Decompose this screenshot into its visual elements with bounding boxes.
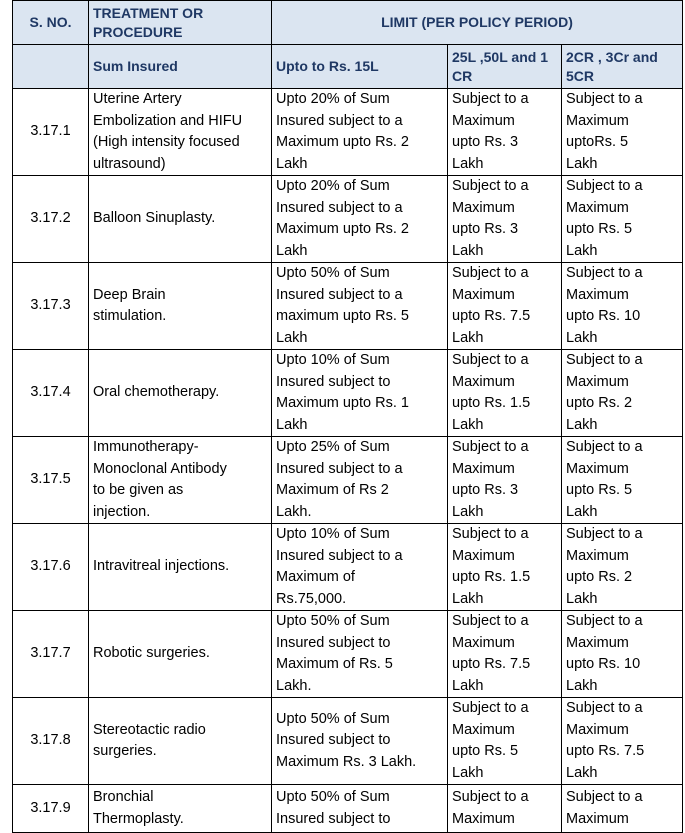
header-col-25l: 25L ,50L and 1 CR — [448, 45, 562, 89]
row-limit-25l: Subject to a Maximum upto Rs. 3 Lakh — [448, 176, 562, 263]
row-limit-2cr: Subject to a Maximum uptoRs. 5 Lakh — [562, 89, 683, 176]
row-procedure: Bronchial Thermoplasty. — [89, 785, 272, 833]
row-limit-25l: Subject to a Maximum upto Rs. 1.5 Lakh — [448, 350, 562, 437]
table-row — [13, 263, 683, 350]
row-limit-25l: Subject to a Maximum upto Rs. 5 Lakh — [448, 698, 562, 785]
table-row — [13, 698, 683, 785]
row-sno: 3.17.5 — [13, 437, 89, 524]
row-limit-25l: Subject to a Maximum — [448, 785, 562, 833]
row-limit-15l: Upto 50% of Sum Insured subject to Maximum Rs. 3 Lakh. — [272, 698, 448, 785]
row-sno: 3.17.8 — [13, 698, 89, 785]
row-procedure: Deep Brain stimulation. — [89, 263, 272, 350]
header-blank — [13, 45, 89, 89]
row-limit-15l: Upto 25% of Sum Insured subject to a Maximum of Rs 2 Lakh. — [272, 437, 448, 524]
row-sno: 3.17.1 — [13, 89, 89, 176]
limits-table — [12, 0, 683, 833]
header-col-2cr: 2CR , 3Cr and 5CR — [562, 45, 683, 89]
table-row — [13, 437, 683, 524]
row-procedure: Oral chemotherapy. — [89, 350, 272, 437]
row-sno: 3.17.9 — [13, 785, 89, 833]
header-col-15l: Upto to Rs. 15L — [272, 45, 448, 89]
header-treatment: TREATMENT OR PROCEDURE — [89, 1, 272, 45]
row-limit-25l: Subject to a Maximum upto Rs. 3 Lakh — [448, 437, 562, 524]
row-limit-25l: Subject to a Maximum upto Rs. 7.5 Lakh — [448, 611, 562, 698]
row-limit-2cr: Subject to a Maximum upto Rs. 10 Lakh — [562, 611, 683, 698]
row-sno: 3.17.4 — [13, 350, 89, 437]
table-row — [13, 524, 683, 611]
header-row-1 — [13, 1, 683, 45]
row-sno: 3.17.6 — [13, 524, 89, 611]
row-limit-15l: Upto 10% of Sum Insured subject to a Maximum of Rs.75,000. — [272, 524, 448, 611]
row-procedure: Uterine Artery Embolization and HIFU (High intensity focused ultrasound) — [89, 89, 272, 176]
row-procedure: Robotic surgeries. — [89, 611, 272, 698]
row-procedure: Intravitreal injections. — [89, 524, 272, 611]
header-sno: S. NO. — [13, 1, 89, 45]
row-limit-15l: Upto 20% of Sum Insured subject to a Maximum upto Rs. 2 Lakh — [272, 89, 448, 176]
row-limit-2cr: Subject to a Maximum — [562, 785, 683, 833]
row-sno: 3.17.2 — [13, 176, 89, 263]
header-limit: LIMIT (PER POLICY PERIOD) — [272, 1, 683, 45]
header-row-2 — [13, 45, 683, 89]
row-procedure: Immunotherapy- Monoclonal Antibody to be given as injection. — [89, 437, 272, 524]
row-limit-25l: Subject to a Maximum upto Rs. 7.5 Lakh — [448, 263, 562, 350]
table-row — [13, 350, 683, 437]
row-limit-2cr: Subject to a Maximum upto Rs. 10 Lakh — [562, 263, 683, 350]
row-limit-2cr: Subject to a Maximum upto Rs. 5 Lakh — [562, 176, 683, 263]
header-sum-insured: Sum Insured — [89, 45, 272, 89]
table-row — [13, 611, 683, 698]
row-sno: 3.17.7 — [13, 611, 89, 698]
row-limit-15l: Upto 10% of Sum Insured subject to Maximum upto Rs. 1 Lakh — [272, 350, 448, 437]
table-row — [13, 176, 683, 263]
row-limit-15l: Upto 20% of Sum Insured subject to a Maximum upto Rs. 2 Lakh — [272, 176, 448, 263]
row-limit-2cr: Subject to a Maximum upto Rs. 2 Lakh — [562, 524, 683, 611]
row-limit-15l: Upto 50% of Sum Insured subject to Maximum of Rs. 5 Lakh. — [272, 611, 448, 698]
row-limit-2cr: Subject to a Maximum upto Rs. 2 Lakh — [562, 350, 683, 437]
row-limit-15l: Upto 50% of Sum Insured subject to — [272, 785, 448, 833]
table-row — [13, 89, 683, 176]
row-procedure: Stereotactic radio surgeries. — [89, 698, 272, 785]
row-limit-15l: Upto 50% of Sum Insured subject to a maximum upto Rs. 5 Lakh — [272, 263, 448, 350]
row-limit-2cr: Subject to a Maximum upto Rs. 7.5 Lakh — [562, 698, 683, 785]
row-limit-25l: Subject to a Maximum upto Rs. 3 Lakh — [448, 89, 562, 176]
row-procedure: Balloon Sinuplasty. — [89, 176, 272, 263]
row-sno: 3.17.3 — [13, 263, 89, 350]
table-row — [13, 785, 683, 833]
row-limit-2cr: Subject to a Maximum upto Rs. 5 Lakh — [562, 437, 683, 524]
row-limit-25l: Subject to a Maximum upto Rs. 1.5 Lakh — [448, 524, 562, 611]
